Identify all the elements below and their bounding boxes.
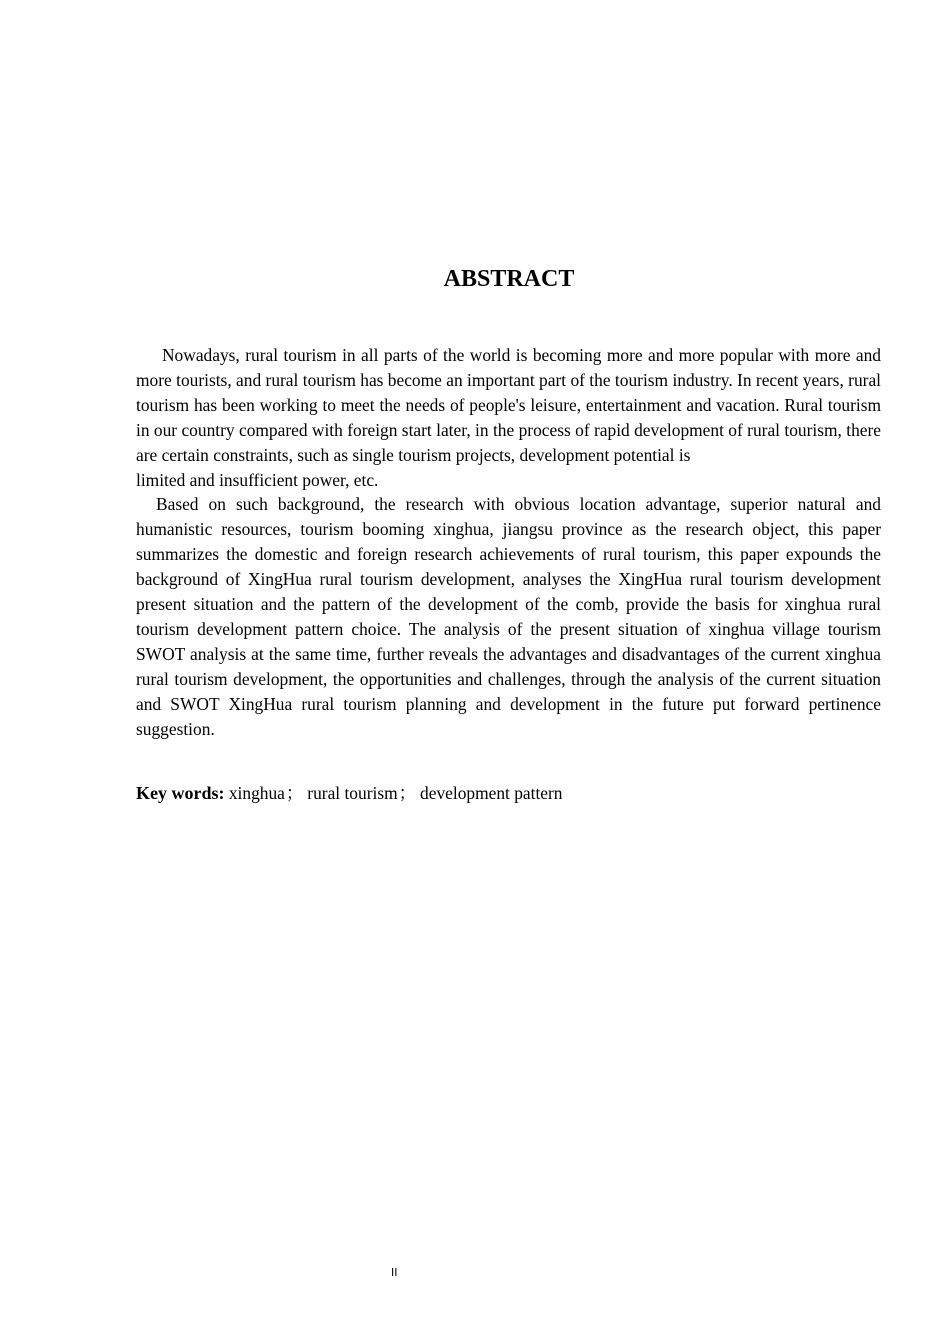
abstract-paragraph-1-tail: limited and insufficient power, etc. xyxy=(136,469,379,490)
keyword-3: development pattern xyxy=(420,783,563,803)
abstract-paragraph-2: Based on such background, the research with obvious location advantage, superior natural and humanistic resources, tourism booming xinghua, jiangsu province as the research object, this paper summarizes the domestic and foreign research achievements of rural tourism, this paper expounds the background of XingHua rural tourism development, analyses the XingHua rural tourism development present situation and the pattern of the development of the comb, provide the basis for xinghua rural tourism development pattern choice. The analysis of the present situation of xinghua village tourism SWOT analysis at the same time, further reveals the advantages and disadvantages of the current xinghua rural tourism development, the opportunities and challenges, through the analysis of the current situation and SWOT XingHua rural tourism planning and development in the future put forward pertinence suggestion. xyxy=(136,494,881,739)
page-number: II xyxy=(391,1266,398,1279)
keyword-2: rural tourism xyxy=(307,783,398,803)
keyword-separator-1: ； xyxy=(285,783,304,803)
abstract-body xyxy=(136,343,881,742)
keyword-1: xinghua xyxy=(228,783,285,803)
keywords-line xyxy=(136,780,881,806)
keywords-colon: : xyxy=(218,783,225,803)
abstract-paragraph-1 xyxy=(136,343,881,492)
keywords-label: Key words xyxy=(136,783,219,803)
keyword-separator-2: ； xyxy=(398,783,417,803)
abstract-title: ABSTRACT xyxy=(443,266,575,292)
abstract-paragraph-1-main: Nowadays, rural tourism in all parts of the world is becoming more and more popular with more and more tourists, and rural tourism has become an important part of the tourism industry. In recent years, rural tourism has been working to meet the needs of people's leisure, entertainment and vacation. Rural tourism in our country compared with foreign start later, in the process of rapid development of rural tourism, there are certain constraints, such as single tourism projects, development potential is xyxy=(136,345,881,465)
